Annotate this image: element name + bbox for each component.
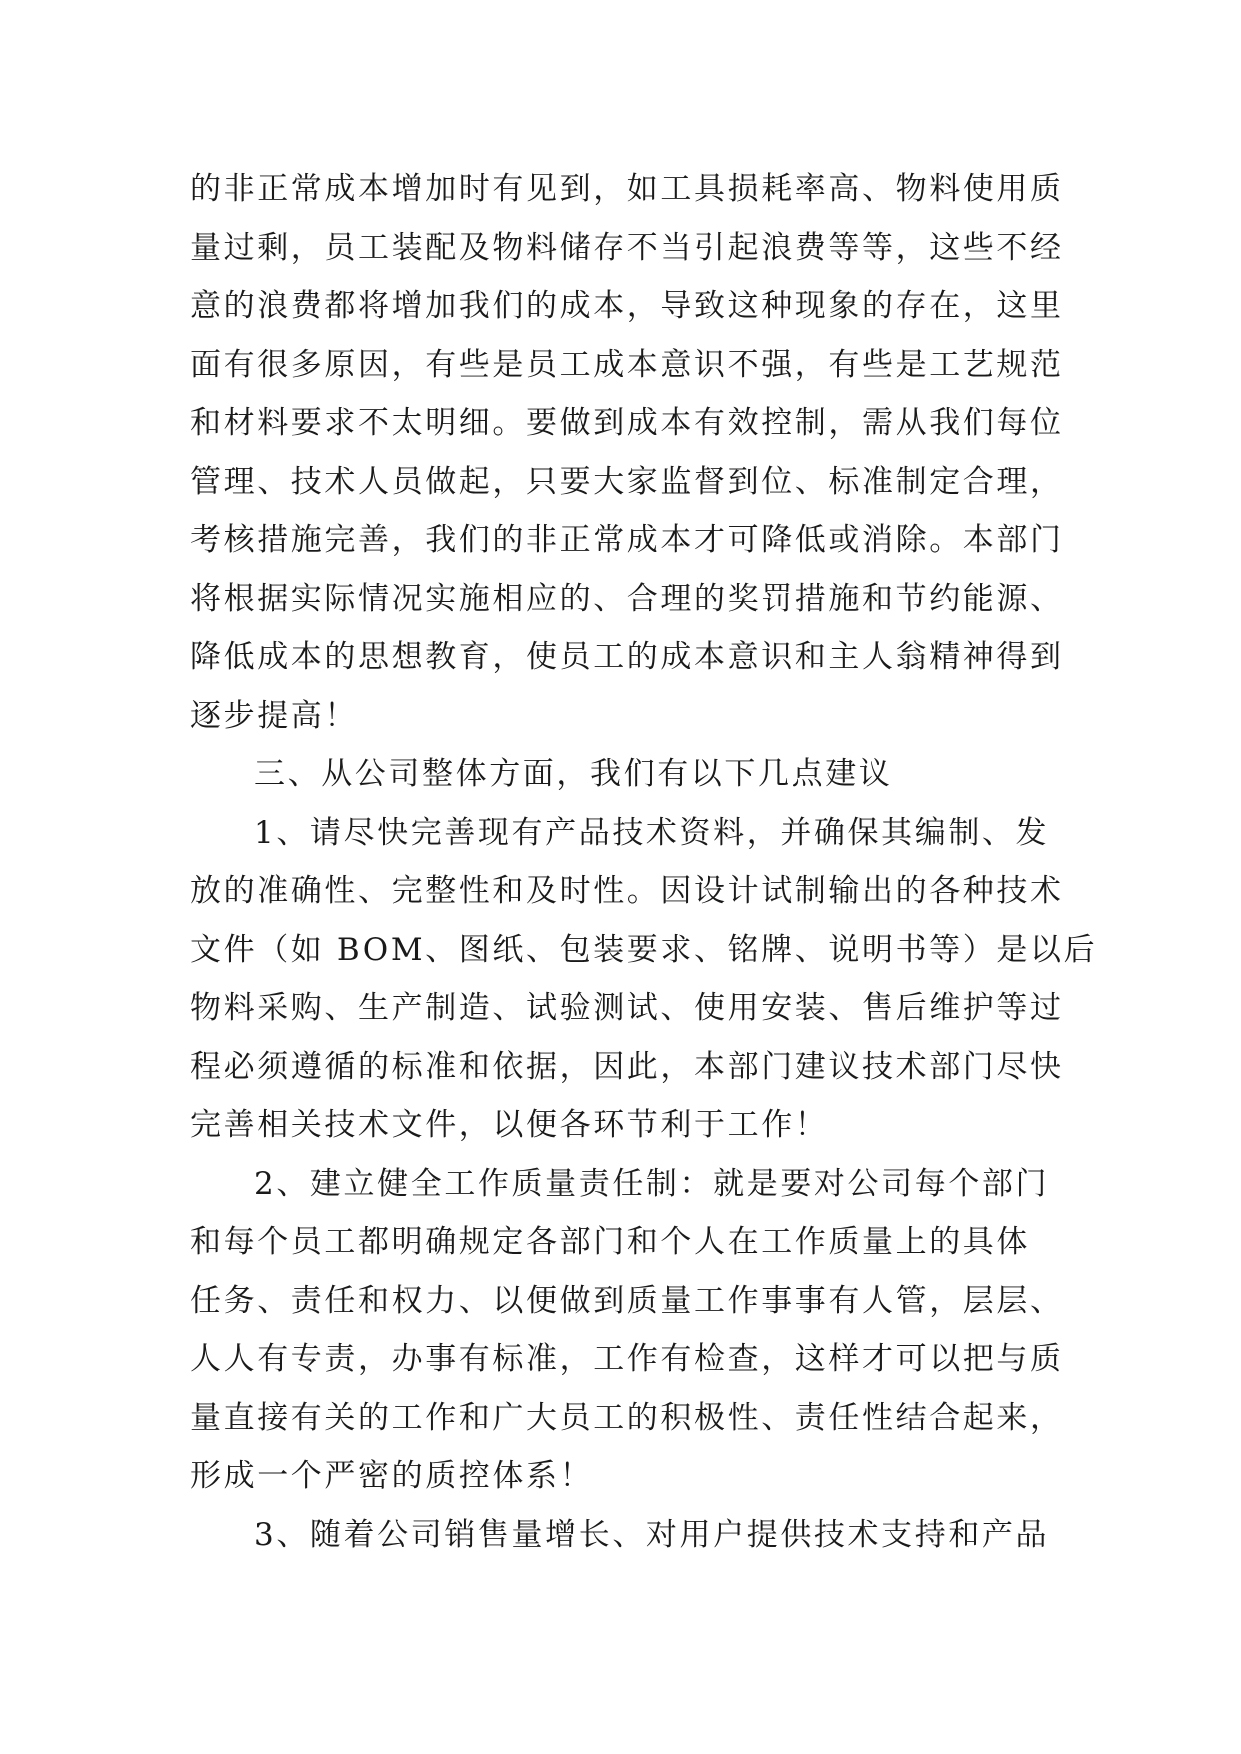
text-line: 文件（如 BOM、图纸、包装要求、铭牌、说明书等）是以后	[190, 931, 1098, 968]
text-line: 量直接有关的工作和广大员工的积极性、责任性结合起来，	[190, 1399, 1064, 1436]
list-item-start: 3、随着公司销售量增长、对用户提供技术支持和产品	[254, 1516, 1050, 1553]
text-line: 任务、责任和权力、以便做到质量工作事事有人管，层层、	[190, 1282, 1064, 1319]
text-line: 面有很多原因，有些是员工成本意识不强，有些是工艺规范	[190, 346, 1064, 383]
text-line: 程必须遵循的标准和依据，因此，本部门建议技术部门尽快	[190, 1048, 1064, 1085]
text-line: 意的浪费都将增加我们的成本，导致这种现象的存在，这里	[190, 288, 1064, 324]
text-line: 和每个员工都明确规定各部门和个人在工作质量上的具体	[190, 1224, 1030, 1260]
text-line: 将根据实际情况实施相应的、合理的奖罚措施和节约能源、	[190, 580, 1064, 617]
text-line: 考核措施完善，我们的非正常成本才可降低或消除。本部门	[190, 522, 1064, 558]
text-line: 形成一个严密的质控体系！	[190, 1458, 594, 1494]
text-line: 人人有专责，办事有标准，工作有检查，这样才可以把与质	[190, 1341, 1064, 1377]
list-item-start: 1、请尽快完善现有产品技术资料，并确保其编制、发	[254, 814, 1050, 851]
text-line: 和材料要求不太明细。要做到成本有效控制，需从我们每位	[190, 405, 1064, 441]
text-line: 逐步提高！	[190, 697, 358, 734]
list-item-start: 2、建立健全工作质量责任制：就是要对公司每个部门	[254, 1165, 1050, 1202]
text-line: 量过剩，员工装配及物料储存不当引起浪费等等，这些不经	[190, 229, 1064, 266]
text-line: 完善相关技术文件，以便各环节利于工作！	[190, 1107, 829, 1143]
section-heading: 三、从公司整体方面，我们有以下几点建议	[254, 756, 893, 792]
body-text	[190, 160, 1098, 1564]
text-line: 降低成本的思想教育，使员工的成本意识和主人翁精神得到	[190, 639, 1064, 675]
text-line: 管理、技术人员做起，只要大家监督到位、标准制定合理，	[190, 463, 1064, 500]
text-line: 的非正常成本增加时有见到，如工具损耗率高、物料使用质	[190, 171, 1064, 207]
text-line: 放的准确性、完整性和及时性。因设计试制输出的各种技术	[190, 873, 1064, 909]
text-line: 物料采购、生产制造、试验测试、使用安装、售后维护等过	[190, 990, 1064, 1026]
